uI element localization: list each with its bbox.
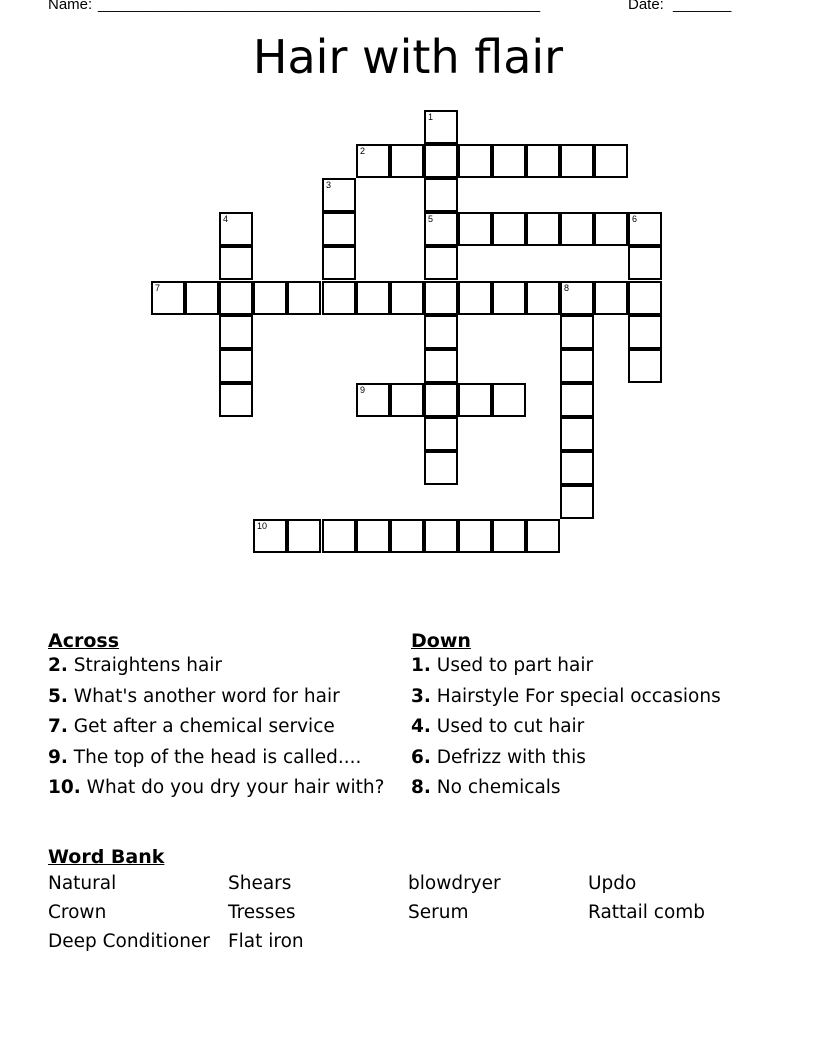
grid-cell[interactable] — [322, 178, 356, 212]
grid-cell[interactable] — [424, 451, 458, 485]
cell-number: 4 — [223, 214, 229, 224]
across-clue — [48, 687, 388, 707]
name-label: Name: — [48, 0, 93, 13]
clue-text: Used to cut hair — [436, 716, 585, 737]
clue-text: Defrizz with this — [436, 746, 586, 768]
clue-number: 5. — [48, 685, 68, 707]
grid-cell[interactable] — [424, 281, 458, 315]
grid-cell[interactable] — [628, 212, 662, 246]
grid-cell[interactable] — [390, 281, 424, 315]
down-heading: Down — [411, 630, 471, 652]
cell-number: 7 — [155, 283, 161, 293]
clue-text: What do you dry your hair with? — [86, 777, 385, 798]
across-clue — [48, 748, 388, 768]
word-bank — [48, 872, 768, 953]
grid-cell[interactable] — [458, 144, 492, 178]
word-bank-item: Serum — [408, 902, 469, 923]
grid-cell[interactable] — [253, 281, 287, 315]
down-clue-list — [411, 656, 771, 809]
clue-number: 10. — [48, 777, 81, 798]
grid-cell[interactable] — [594, 144, 628, 178]
grid-cell[interactable] — [219, 315, 253, 349]
clue-number: 3. — [411, 685, 431, 707]
grid-cell[interactable] — [526, 281, 560, 315]
grid-cell[interactable] — [424, 144, 458, 178]
grid-cell[interactable] — [219, 281, 253, 315]
grid-cell[interactable] — [424, 315, 458, 349]
grid-cell[interactable] — [424, 519, 458, 553]
cell-number: 10 — [257, 521, 268, 531]
clue-text: Get after a chemical service — [73, 716, 335, 737]
word-bank-item: Tresses — [228, 902, 296, 923]
grid-cell[interactable] — [356, 519, 390, 553]
down-clue — [411, 748, 771, 768]
grid-cell[interactable] — [219, 349, 253, 383]
grid-cell[interactable] — [219, 246, 253, 280]
grid-cell[interactable] — [458, 281, 492, 315]
grid-cell[interactable] — [322, 281, 356, 315]
grid-cell[interactable] — [390, 519, 424, 553]
grid-cell[interactable] — [356, 383, 390, 417]
grid-cell[interactable] — [492, 212, 526, 246]
cell-number: 9 — [360, 385, 366, 395]
across-clue-list — [48, 656, 388, 809]
clue-text: The top of the head is called.... — [73, 746, 362, 768]
grid-cell[interactable] — [560, 315, 594, 349]
word-bank-item: Crown — [48, 902, 107, 923]
clue-text: Used to part hair — [436, 655, 594, 676]
word-bank-item: Natural — [48, 873, 117, 894]
clue-number: 1. — [411, 655, 431, 676]
grid-cell[interactable] — [492, 281, 526, 315]
clue-number: 9. — [48, 746, 68, 768]
word-bank-item: Flat iron — [228, 931, 304, 952]
grid-cell[interactable] — [424, 110, 458, 144]
grid-cell[interactable] — [458, 212, 492, 246]
grid-cell[interactable] — [560, 212, 594, 246]
grid-cell[interactable] — [628, 349, 662, 383]
cell-number: 1 — [428, 112, 434, 122]
grid-cell[interactable] — [219, 383, 253, 417]
cell-number: 5 — [428, 214, 434, 224]
clue-number: 4. — [411, 716, 431, 737]
grid-cell[interactable] — [322, 519, 356, 553]
grid-cell[interactable] — [560, 383, 594, 417]
grid-cell[interactable] — [526, 212, 560, 246]
cell-number: 2 — [360, 146, 366, 156]
down-clue — [411, 778, 771, 798]
grid-cell[interactable] — [628, 281, 662, 315]
grid-cell[interactable] — [287, 281, 321, 315]
grid-cell[interactable] — [594, 212, 628, 246]
word-bank-item: Deep Conditioner — [48, 931, 210, 952]
clue-number: 7. — [48, 716, 68, 737]
grid-cell[interactable] — [560, 451, 594, 485]
name-line[interactable]: _____________________________________________________ — [98, 0, 541, 13]
word-bank-item: blowdryer — [408, 873, 501, 894]
clue-number: 2. — [48, 655, 68, 676]
across-clue — [48, 778, 388, 798]
grid-cell[interactable] — [492, 519, 526, 553]
across-clue — [48, 656, 388, 676]
word-bank-heading: Word Bank — [48, 846, 165, 868]
grid-cell[interactable] — [424, 212, 458, 246]
grid-cell[interactable] — [424, 383, 458, 417]
clue-text: Straightens hair — [73, 655, 223, 676]
cell-number: 6 — [632, 214, 638, 224]
down-clue — [411, 717, 771, 737]
grid-cell[interactable] — [560, 281, 594, 315]
grid-cell[interactable] — [253, 519, 287, 553]
cell-number: 3 — [326, 180, 332, 190]
word-bank-item: Shears — [228, 873, 292, 894]
grid-cell[interactable] — [390, 144, 424, 178]
grid-cell[interactable] — [492, 144, 526, 178]
across-heading: Across — [48, 630, 120, 652]
grid-cell[interactable] — [424, 349, 458, 383]
clue-text: No chemicals — [436, 777, 561, 798]
across-clue — [48, 717, 388, 737]
grid-cell[interactable] — [594, 281, 628, 315]
grid-cell[interactable] — [560, 417, 594, 451]
cell-number: 8 — [564, 283, 570, 293]
grid-cell[interactable] — [390, 383, 424, 417]
grid-cell[interactable] — [424, 246, 458, 280]
grid-cell[interactable] — [356, 144, 390, 178]
date-line[interactable]: _______ — [673, 0, 732, 13]
down-clue — [411, 687, 771, 707]
grid-cell[interactable] — [322, 246, 356, 280]
clue-number: 6. — [411, 746, 431, 768]
grid-cell[interactable] — [560, 485, 594, 519]
grid-cell[interactable] — [628, 315, 662, 349]
grid-cell[interactable] — [560, 349, 594, 383]
clue-text: What's another word for hair — [73, 685, 340, 707]
grid-cell[interactable] — [424, 417, 458, 451]
grid-cell[interactable] — [458, 383, 492, 417]
word-bank-item: Rattail comb — [588, 902, 706, 923]
page-title: Hair with flair — [252, 30, 564, 84]
down-clue — [411, 656, 771, 676]
word-bank-item: Updo — [588, 873, 637, 894]
grid-cell[interactable] — [151, 281, 185, 315]
grid-cell[interactable] — [322, 212, 356, 246]
grid-cell[interactable] — [287, 519, 321, 553]
clue-number: 8. — [411, 777, 431, 798]
grid-cell[interactable] — [219, 212, 253, 246]
grid-cell[interactable] — [424, 178, 458, 212]
grid-cell[interactable] — [458, 519, 492, 553]
clue-text: Hairstyle For special occasions — [436, 685, 721, 707]
grid-cell[interactable] — [526, 144, 560, 178]
date-label: Date: — [628, 0, 664, 13]
grid-cell[interactable] — [628, 246, 662, 280]
grid-cell[interactable] — [492, 383, 526, 417]
grid-cell[interactable] — [560, 144, 594, 178]
grid-cell[interactable] — [356, 281, 390, 315]
grid-cell[interactable] — [526, 519, 560, 553]
grid-cell[interactable] — [185, 281, 219, 315]
